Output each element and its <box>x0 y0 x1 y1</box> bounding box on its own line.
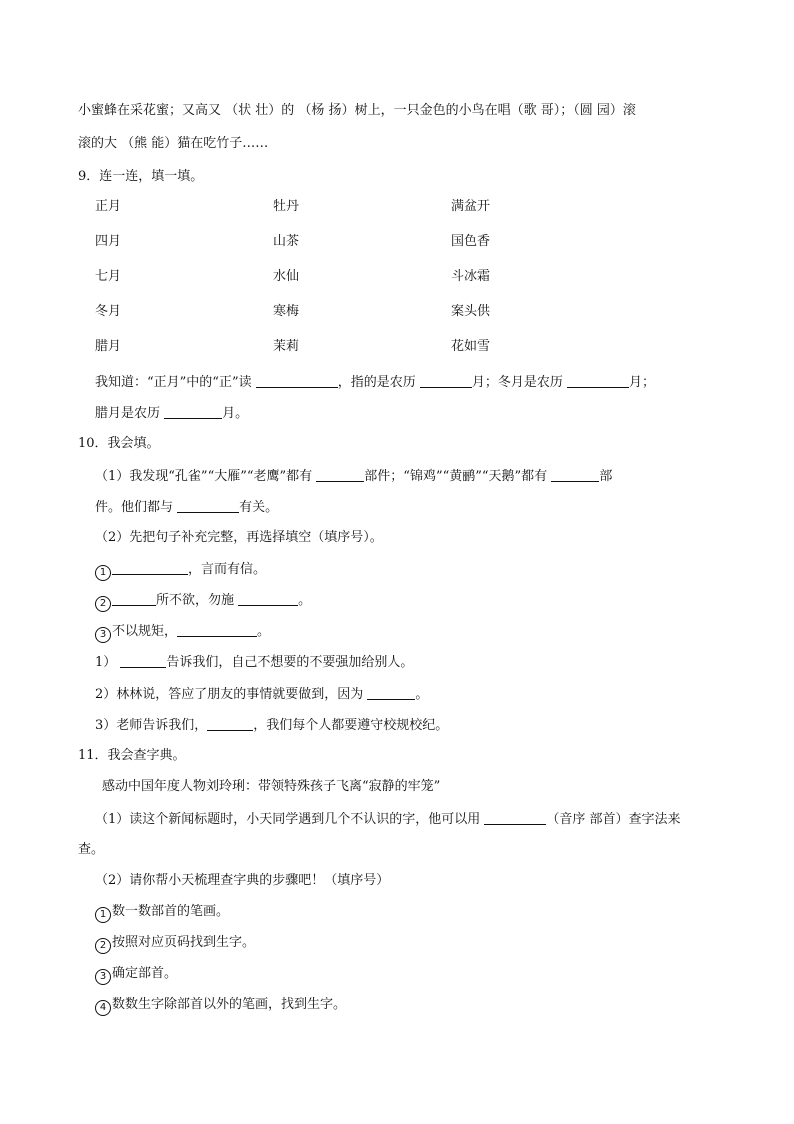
q10-part1-line-2: 件。他们都与 有关。 <box>95 500 279 515</box>
circle-number-badge: 3 <box>95 627 111 643</box>
q10-choice-1: 1） 告诉我们，自己不想要的不要强加给别人。 <box>95 655 414 670</box>
intro-line-2: 滚的大 （熊 能）猫在吃竹子…… <box>78 136 269 151</box>
answer-blank[interactable] <box>367 687 415 700</box>
flower-item[interactable]: 山茶 <box>273 234 300 249</box>
q11-part1-line-2: 查。 <box>78 842 105 857</box>
flower-item[interactable]: 牡丹 <box>273 199 300 214</box>
q9-title: 9．连一连，填一填。 <box>78 169 204 184</box>
answer-blank[interactable] <box>238 593 298 606</box>
q10-sentence-3: 3 不以规矩， 。 <box>95 624 270 643</box>
dictionary-step: 3 确定部首。 <box>95 967 177 985</box>
q11-part2-instructions: （2）请你帮小天梳理查字典的步骤吧！（填序号） <box>95 873 390 888</box>
dictionary-step: 4 数数生字除部首以外的笔画，找到生字。 <box>95 998 346 1016</box>
answer-blank[interactable] <box>420 375 472 388</box>
answer-blank[interactable] <box>484 812 546 825</box>
answer-blank[interactable] <box>551 469 599 482</box>
q10-part2-instructions: （2）先把句子补充完整，再选择填空（填序号）。 <box>95 530 383 545</box>
answer-blank[interactable] <box>256 375 338 388</box>
answer-blank[interactable] <box>207 718 253 731</box>
q10-choice-2: 2）林林说，答应了朋友的事情就要做到，因为 。 <box>95 687 429 702</box>
circle-number-badge: 1 <box>95 565 111 581</box>
q9-fill-line-1: 我知道：“正月”中的“正”读 ，指的是农历 月；冬月是农历 月； <box>95 375 656 390</box>
dictionary-step: 1 数一数部首的笔画。 <box>95 905 229 923</box>
circle-number-badge: 4 <box>95 1000 111 1016</box>
answer-blank[interactable] <box>112 593 156 606</box>
choice-option: 状 壮 <box>238 103 269 118</box>
phrase-item[interactable]: 案头供 <box>451 304 491 319</box>
month-item[interactable]: 七月 <box>95 269 122 284</box>
circle-number-badge: 1 <box>95 907 111 923</box>
phrase-item[interactable]: 斗冰霜 <box>451 269 491 284</box>
answer-blank[interactable] <box>120 655 166 668</box>
flower-item[interactable]: 茉莉 <box>273 339 300 354</box>
flower-item[interactable]: 寒梅 <box>273 304 300 319</box>
phrase-item[interactable]: 国色香 <box>451 234 491 249</box>
answer-blank[interactable] <box>567 375 629 388</box>
circle-number-badge: 3 <box>95 969 111 985</box>
month-item[interactable]: 冬月 <box>95 304 122 319</box>
q10-part1-line-1: （1）我发现“孔雀”“大雁”“老鹰”都有 部件；“锦鸡”“黄鹂”“天鹅”都有 部 <box>95 469 613 484</box>
q10-choice-3: 3）老师告诉我们， ，我们每个人都要遵守校规校纪。 <box>95 718 449 733</box>
month-item[interactable]: 腊月 <box>95 339 122 354</box>
month-item[interactable]: 四月 <box>95 234 122 249</box>
q9-fill-line-2: 腊月是农历 月。 <box>95 406 249 421</box>
circle-number-badge: 2 <box>95 596 111 612</box>
q11-title: 11．我会查字典。 <box>78 748 186 763</box>
answer-blank[interactable] <box>316 469 364 482</box>
dictionary-step: 2 按照对应页码找到生字。 <box>95 936 255 954</box>
news-headline: 感动中国年度人物刘玲琍：带领特殊孩子飞离“寂静的牢笼” <box>102 779 441 794</box>
answer-blank[interactable] <box>112 562 188 575</box>
circle-number-badge: 2 <box>95 938 111 954</box>
choice-option: 熊 能 <box>134 136 165 151</box>
month-item[interactable]: 正月 <box>95 199 122 214</box>
choice-option: 圆 园 <box>579 103 610 118</box>
answer-blank[interactable] <box>177 624 257 637</box>
choice-option: 杨 扬 <box>311 103 342 118</box>
phrase-item[interactable]: 满盆开 <box>451 199 491 214</box>
answer-blank[interactable] <box>177 500 239 513</box>
phrase-item[interactable]: 花如雪 <box>451 339 491 354</box>
flower-item[interactable]: 水仙 <box>273 269 300 284</box>
choice-option: 歌 哥 <box>523 103 554 118</box>
q10-title: 10．我会填。 <box>78 436 160 451</box>
q10-sentence-2: 2 所不欲，勿施 。 <box>95 593 311 612</box>
q10-sentence-1: 1 ，言而有信。 <box>95 562 266 581</box>
answer-blank[interactable] <box>164 406 222 419</box>
q11-part1-line-1: （1）读这个新闻标题时，小天同学遇到几个不认识的字，他可以用 （音序 部首）查字法来 <box>95 812 681 827</box>
intro-line-1: 小蜜蜂在采花蜜；又高又 （状 壮）的 （杨 扬）树上，一只金色的小鸟在唱（歌 哥）；（圆 园）滚 <box>78 103 636 118</box>
